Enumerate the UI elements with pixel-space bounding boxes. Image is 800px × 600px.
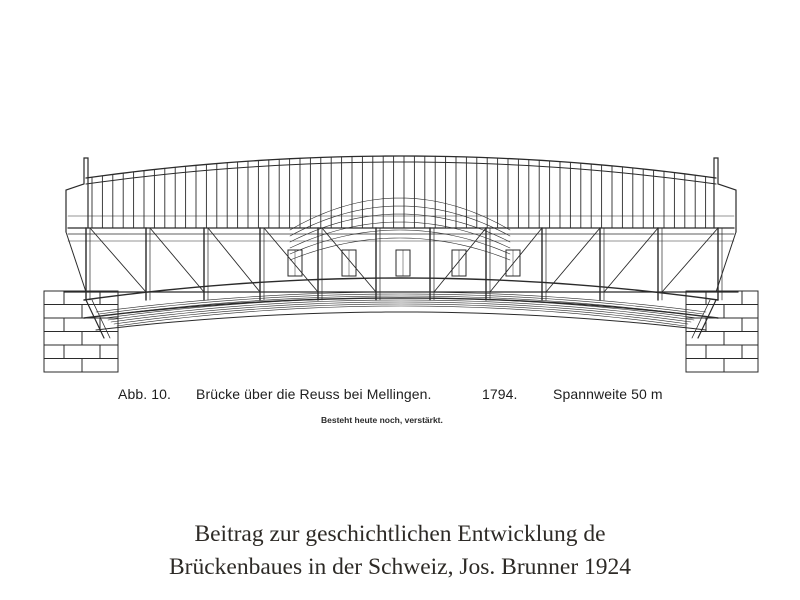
figure-note: Besteht heute noch, verstärkt. xyxy=(321,415,443,425)
source-citation xyxy=(0,518,800,584)
roof-rafters xyxy=(86,156,716,260)
figure-span: Spannweite 50 m xyxy=(553,386,663,402)
right-masonry-abutment xyxy=(686,291,758,372)
side-truss xyxy=(64,216,738,300)
figure-title: Brücke über die Reuss bei Mellingen. xyxy=(196,386,432,402)
figure-label: Abb. 10. xyxy=(118,386,171,402)
source-line-2: Brückenbaues in der Schweiz, Jos. Brunner 1924 xyxy=(168,554,632,580)
source-line-1: Beitrag zur geschichtlichen Entwicklung de xyxy=(194,521,606,547)
timber-arch xyxy=(84,278,718,330)
figure-year: 1794. xyxy=(482,386,518,402)
